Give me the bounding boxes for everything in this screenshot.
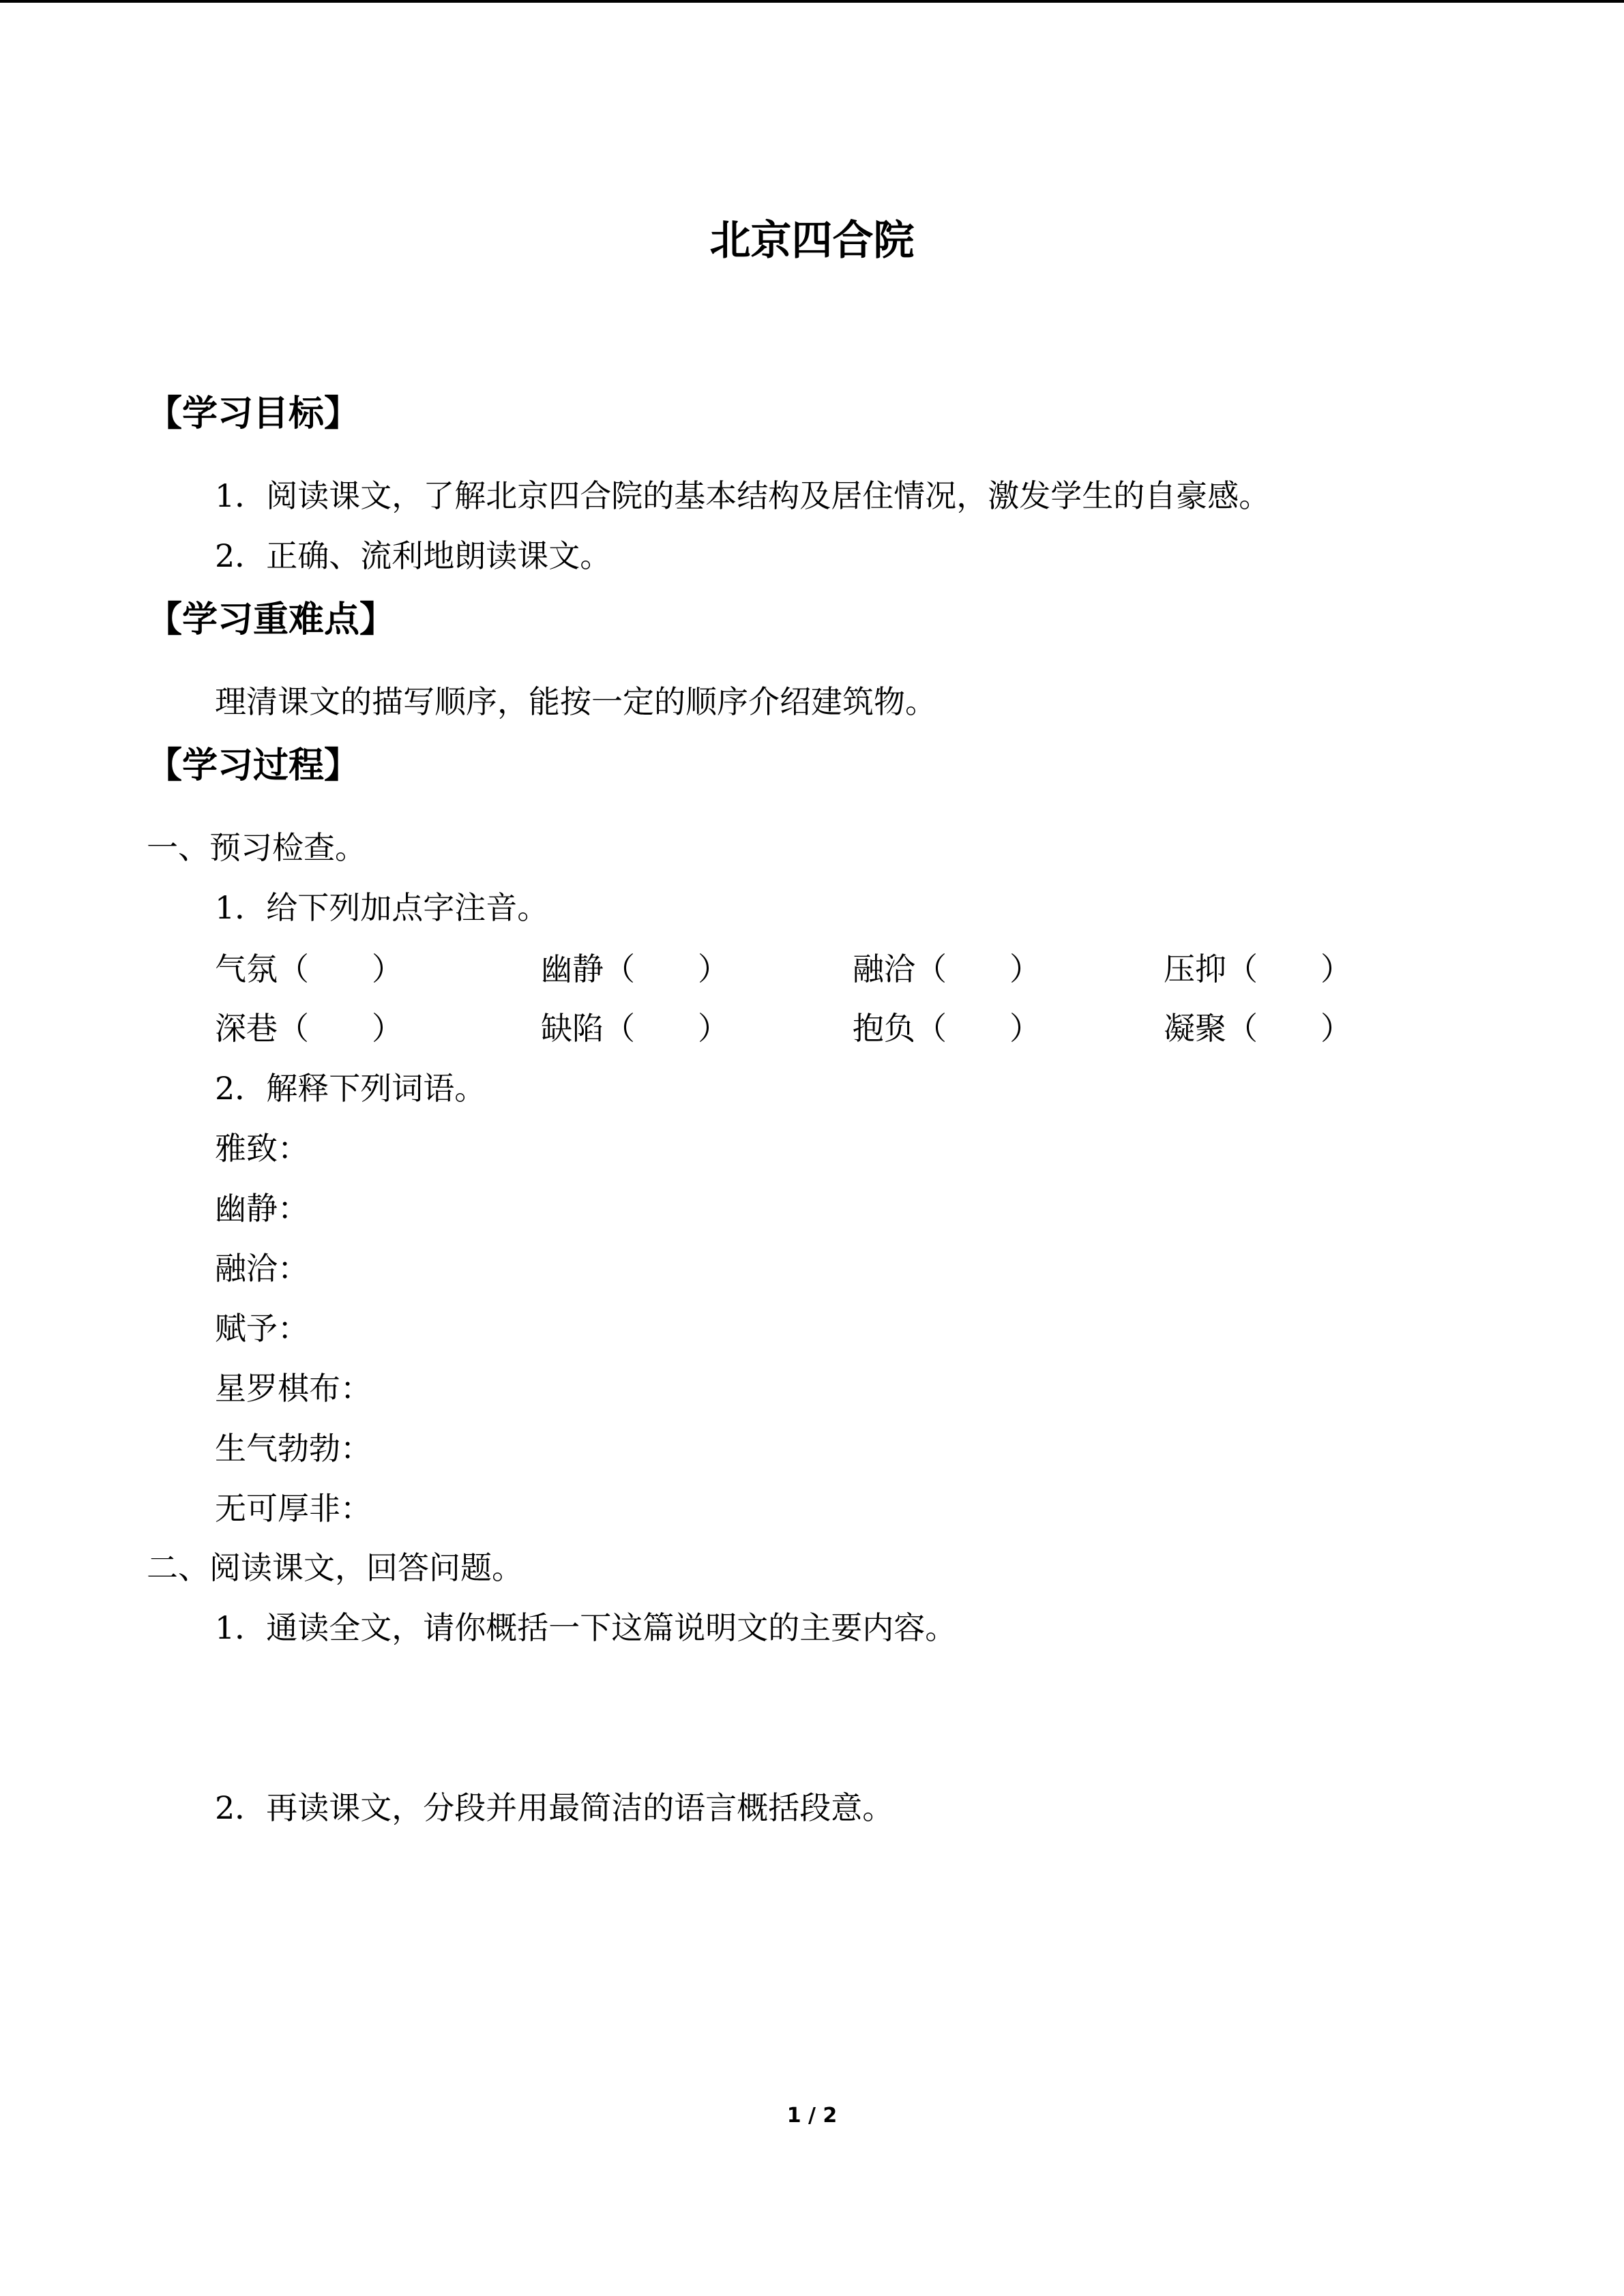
term-item: 幽静： <box>215 1190 309 1227</box>
part2-question-1: 1．通读全文，请你概括一下这篇说明文的主要内容。 <box>215 1609 957 1646</box>
goal-item: 2．正确、流利地朗读课文。 <box>215 537 612 574</box>
term-item: 星罗棋布： <box>215 1370 372 1407</box>
term-item: 雅致： <box>215 1130 309 1167</box>
key-point-text: 理清课文的描写顺序，能按一定的顺序介绍建筑物。 <box>215 683 936 720</box>
goal-item: 1．阅读课文，了解北京四合院的基本结构及居住情况，激发学生的自豪感。 <box>215 477 1271 514</box>
section-heading-key-points: 【学习重难点】 <box>147 599 396 640</box>
term-item: 无可厚非： <box>215 1490 372 1527</box>
term-item: 生气勃勃： <box>215 1430 372 1467</box>
part1-question-2: 2．解释下列词语。 <box>215 1070 486 1107</box>
pinyin-item: 凝聚（ ） <box>1164 1010 1352 1047</box>
pinyin-item: 融洽（ ） <box>853 951 1041 987</box>
term-item: 融洽： <box>215 1250 309 1287</box>
pinyin-item: 深巷（ ） <box>215 1010 403 1047</box>
pinyin-item: 气氛（ ） <box>215 951 403 987</box>
pinyin-item: 抱负（ ） <box>853 1010 1041 1047</box>
page-number: 1 / 2 <box>786 2104 838 2128</box>
section-heading-process: 【学习过程】 <box>147 745 360 786</box>
pinyin-item: 缺陷（ ） <box>541 1010 729 1047</box>
part1-title: 一、预习检查。 <box>147 829 366 866</box>
pinyin-item: 幽静（ ） <box>541 951 729 987</box>
section-heading-goals: 【学习目标】 <box>147 393 360 434</box>
document-title: 北京四合院 <box>709 217 915 265</box>
term-item: 赋予： <box>215 1310 309 1347</box>
part2-title: 二、阅读课文，回答问题。 <box>147 1549 523 1586</box>
page-top-border <box>0 0 1624 3</box>
part1-question-1: 1．给下列加点字注音。 <box>215 889 549 926</box>
part2-question-2: 2．再读课文，分段并用最简洁的语言概括段意。 <box>215 1789 894 1826</box>
pinyin-item: 压抑（ ） <box>1164 951 1352 987</box>
